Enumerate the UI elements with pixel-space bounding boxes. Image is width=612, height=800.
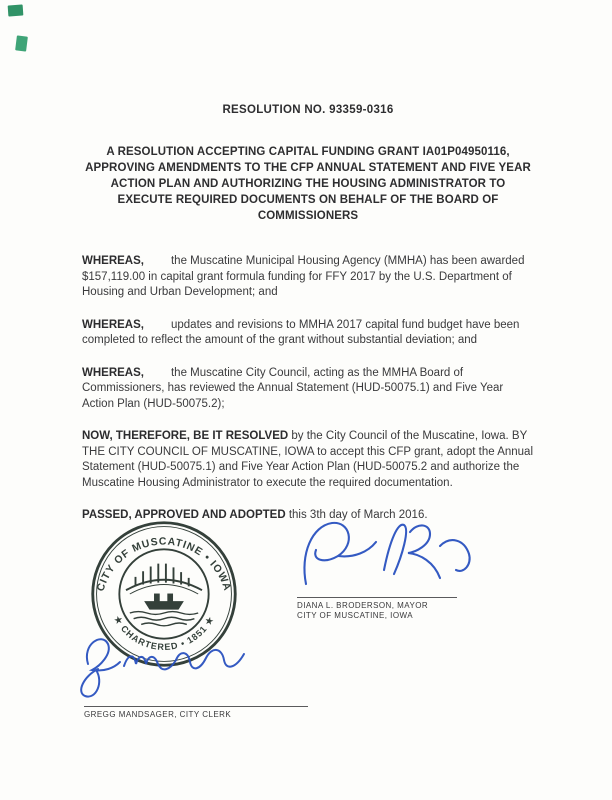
seal-ring-top-text: CITY OF MUSCATINE • IOWA: [95, 536, 233, 593]
mayor-name-caption: DIANA L. BRODERSON, MAYOR: [297, 601, 429, 610]
scan-artifact-mark: [15, 35, 28, 51]
paragraph-lead: PASSED, APPROVED AND ADOPTED: [82, 509, 286, 521]
paragraph-body: this 3th day of March 2016.: [288, 509, 428, 521]
document-title: A RESOLUTION ACCEPTING CAPITAL FUNDING GRANT IA01P04950116, APPROVING AMENDMENTS TO THE CFP ANNUAL STATEMENT AND FIVE YEAR ACTION PLAN AND AUTHORIZING THE HOUSING ADMINISTRATOR TO EXECUTE REQUIRED DOCUMENTS ON BEHALF OF THE BOARD OF COMMISSIONERS: [85, 146, 531, 222]
seal-ring-bottom-text: ★ CHARTERED • 1851 ★: [112, 614, 216, 653]
paragraph-lead: WHEREAS,: [82, 255, 144, 267]
paragraph-lead: NOW, THEREFORE, BE IT RESOLVED: [82, 430, 289, 442]
paragraph-lead: WHEREAS,: [82, 318, 144, 331]
resolved-paragraph: [82, 429, 534, 491]
paragraph-body: updates and revisions to MMHA 2017 capital fund budget have been completed to reflect the amount of the grant without substantial deviation; and: [82, 318, 520, 346]
whereas-paragraph-1: [82, 254, 534, 301]
signature-block: [0, 500, 612, 800]
mayor-org-caption: CITY OF MUSCATINE, IOWA: [297, 611, 413, 620]
mayor-signature-line: [297, 597, 457, 598]
paragraph-body: the Muscatine City Council, acting as the MMHA Board of Commissioners, has reviewed the Annual Statement (HUD-50075.1) and Five Year Action Plan (HUD-50075.2);: [82, 366, 504, 410]
clerk-signature-ink: [72, 626, 262, 711]
whereas-paragraph-3: [82, 366, 534, 413]
scan-artifact-mark: [8, 4, 24, 16]
paragraph-body: by the City Council of the Muscatine, Iowa. BY THE CITY COUNCIL OF MUSCATINE, IOWA to accept this CFP grant, adopt the Annual Statement (HUD-50075.1) and Five Year Action Plan (HUD-50075.2 and authorize the Muscatine Housing Administrator to execute the required documentation.: [82, 430, 533, 489]
clerk-name-caption: GREGG MANDSAGER, CITY CLERK: [84, 710, 232, 719]
whereas-paragraph-2: [82, 318, 534, 349]
seal-artwork: [126, 564, 202, 626]
resolution-number: RESOLUTION NO. 93359-0316: [222, 104, 394, 116]
paragraph-lead: WHEREAS,: [82, 366, 144, 379]
paragraph-body: the Muscatine Municipal Housing Agency (MMHA) has been awarded $157,119.00 in capital grant formula funding for FFY 2017 by the U.S. Department of Housing and Urban Development; and: [82, 255, 525, 298]
clerk-signature-line: [84, 706, 308, 707]
document-body: [82, 0, 534, 524]
mayor-signature-ink: [292, 512, 482, 602]
